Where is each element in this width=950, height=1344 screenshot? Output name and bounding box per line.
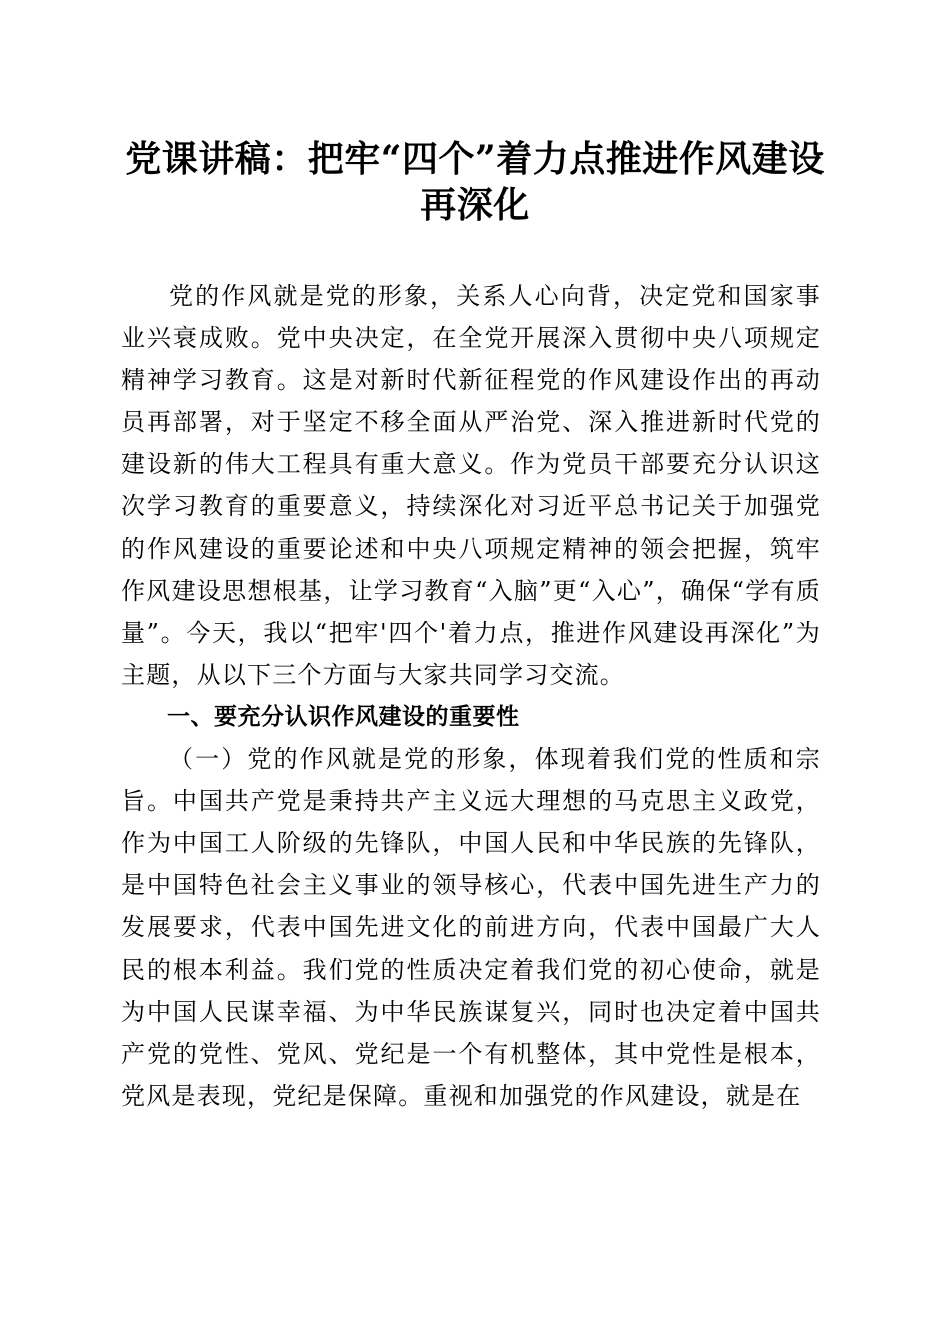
document-body — [121, 275, 821, 1117]
section-1-paragraph-1: （一）党的作风就是党的形象，体现着我们党的性质和宗旨。中国共产党是秉持共产主义远大理想的马克思主义政党，作为中国工人阶级的先锋队，中国人民和中华民族的先锋队，是中国特色社会主义事业的领导核心，代表中国先进生产力的发展要求，代表中国先进文化的前进方向，代表中国最广大人民的根本利益。我们党的性质决定着我们党的初心使命，就是为中国人民谋幸福、为中华民族谋复兴，同时也决定着中国共产党的党性、党风、党纪是一个有机整体，其中党性是根本，党风是表现，党纪是保障。重视和加强党的作风建设，就是在 — [121, 745, 821, 1110]
document-title — [100, 136, 850, 228]
document-title-line-1: 党课讲稿：把牢“四个”着力点推进作风建设 — [125, 138, 825, 180]
intro-paragraph: 党的作风就是党的形象，关系人心向背，决定党和国家事业兴衰成败。党中央决定，在全党开展深入贯彻中央八项规定精神学习教育。这是对新时代新征程党的作风建设作出的再动员再部署，对于坚定不移全面从严治党、深入推进新时代党的建设新的伟大工程具有重大意义。作为党员干部要充分认识这次学习教育的重要意义，持续深化对习近平总书记关于加强党的作风建设的重要论述和中央八项规定精神的领会把握，筑牢作风建设思想根基，让学习教育“入脑”更“入心”，确保“学有质量”。今天，我以“把牢'四个'着力点，推进作风建设再深化”为主题，从以下三个方面与大家共同学习交流。 — [121, 282, 821, 689]
section-1-heading: 一、要充分认识作风建设的重要性 — [167, 703, 520, 730]
document-title-line-2: 再深化 — [420, 184, 530, 226]
